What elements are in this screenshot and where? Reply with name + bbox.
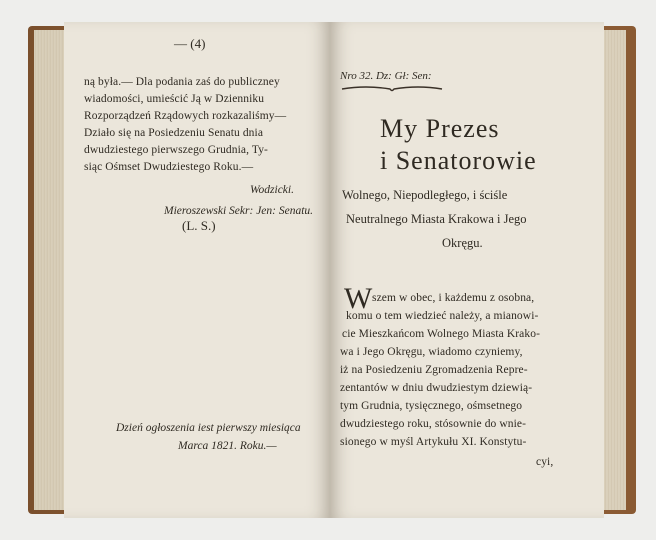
- ornamental-rule-icon: [340, 84, 444, 94]
- publication-note-line: Dzień ogłoszenia iest pierwszy miesiąca: [116, 422, 301, 434]
- publication-note-line: Marca 1821. Roku.—: [178, 440, 277, 452]
- body-line: tym Grudnia, tysięcznego, ośmsetnego: [340, 400, 523, 412]
- signature-secretary: Mieroszewski Sekr: Jen: Senatu.: [164, 205, 314, 217]
- drop-cap: W: [344, 282, 373, 315]
- subtitle-line: Wolnego, Niepodległego, i ściśle: [342, 188, 508, 202]
- signature-wodzicki: Wodzicki.: [250, 184, 294, 196]
- subtitle-line: Okręgu.: [442, 236, 483, 250]
- page-edges-left: [34, 30, 64, 510]
- body-line: cyi,: [536, 456, 554, 468]
- right-page: [330, 22, 604, 518]
- title-heading: My Prezes: [380, 114, 500, 143]
- body-line: komu o tem wiedzieć należy, a mianowi-: [346, 310, 539, 322]
- page-number: — (4): [174, 36, 206, 51]
- subtitle-line: Neutralnego Miasta Krakowa i Jego: [346, 212, 527, 226]
- body-line: sionego w myśl Artykułu XI. Konstytu-: [340, 436, 527, 448]
- body-line: cie Mieszkańcom Wolnego Miasta Krako-: [342, 328, 541, 340]
- text-line: Działo się na Posiedzeniu Senatu dnia: [84, 127, 264, 139]
- body-line: zentantów w dniu dwudziestym dziewią-: [340, 382, 533, 394]
- text-line: siąc Ośmset Dwudziestego Roku.—: [84, 161, 254, 173]
- text-line: ną była.— Dla podania zaś do publiczney: [84, 76, 280, 88]
- page-edges-right: [604, 30, 626, 510]
- body-line: szem w obec, i każdemu z osobna,: [372, 292, 535, 304]
- body-line: iż na Posiedzeniu Zgromadzenia Repre-: [340, 364, 528, 376]
- left-page: [64, 22, 330, 518]
- title-heading: i Senatorowie: [380, 146, 537, 175]
- body-line: wa i Jego Okręgu, wiadomo czyniemy,: [340, 346, 523, 358]
- text-line: wiadomości, umieścić Ją w Dzienniku: [84, 93, 265, 105]
- seal-mark: (L. S.): [182, 218, 216, 233]
- text-line: Rozporządzeń Rządowych rozkazaliśmy—: [84, 110, 287, 122]
- body-line: dwudziestego roku, stósownie do wnie-: [340, 418, 527, 430]
- document-reference-number: Nro 32. Dz: Gł: Sen:: [340, 70, 432, 82]
- text-line: dwudziestego pierwszego Grudnia, Ty-: [84, 144, 268, 156]
